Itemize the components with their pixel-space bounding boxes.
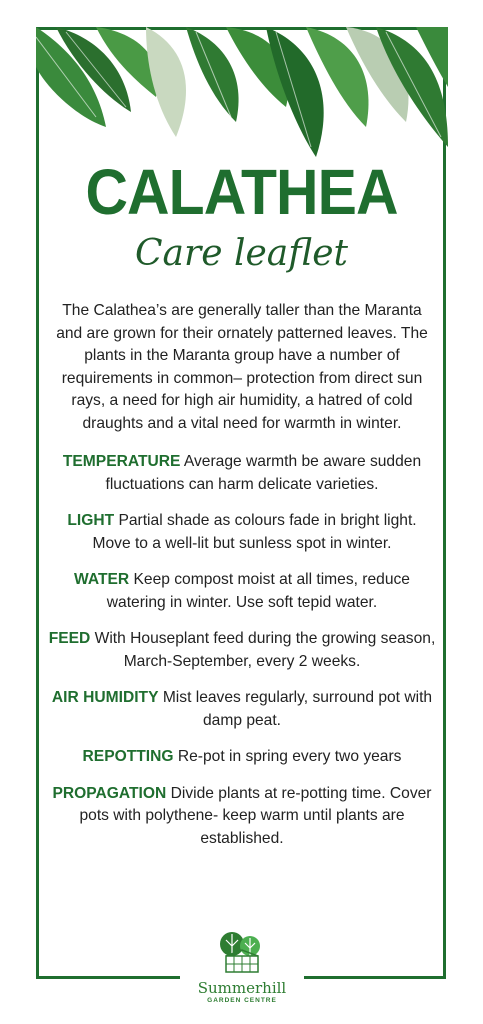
section-text: Keep compost moist at all times, reduce watering in winter. Use soft tepid water. xyxy=(106,571,410,611)
section-repotting xyxy=(48,746,436,769)
section-text: Divide plants at re-potting time. Cover pots with polythene- keep warm until plants are established. xyxy=(79,784,432,847)
section-heading: FEED xyxy=(48,630,91,647)
section-water xyxy=(48,569,436,614)
section-heading: LIGHT xyxy=(67,512,115,529)
trees-greenhouse-icon xyxy=(216,930,268,974)
care-content xyxy=(48,300,436,864)
section-text: With Houseplant feed during the growing season, March-September, every 2 weeks. xyxy=(90,630,436,670)
section-heading: REPOTTING xyxy=(82,748,174,765)
page-title: CALATHEA xyxy=(85,156,398,228)
section-propagation xyxy=(48,783,436,851)
section-heading: WATER xyxy=(74,571,130,588)
section-heading: TEMPERATURE xyxy=(62,453,181,470)
section-temperature xyxy=(48,451,436,496)
section-text: Partial shade as colours fade in bright light. Move to a well-lit but sunless spot in winter. xyxy=(92,512,417,552)
section-feed xyxy=(48,628,436,673)
section-heading: AIR HUMIDITY xyxy=(51,689,159,706)
summerhill-logo xyxy=(190,930,294,1004)
page-subtitle: Care leaflet xyxy=(134,233,349,274)
logo-tagline: GARDEN CENTRE xyxy=(207,997,277,1004)
logo-name: Summerhill xyxy=(197,979,287,997)
section-air-humidity xyxy=(48,687,436,732)
section-text: Average warmth be aware sudden fluctuations can harm delicate varieties. xyxy=(105,453,422,493)
tropical-leaves-illustration xyxy=(36,27,448,167)
section-heading: PROPAGATION xyxy=(52,784,167,802)
intro-paragraph: The Calathea’s are generally taller than the Maranta and are grown for their ornately patterned leaves. The plants in the Maranta group have a number of requirements in common– protection from direct sun rays, a need for high air humidity, a hatred of cold draughts and a vital need for warmth in winter. xyxy=(56,302,428,432)
section-text: Mist leaves regularly, surround pot with damp peat. xyxy=(158,689,433,729)
section-text: Re-pot in spring every two years xyxy=(173,748,402,765)
section-light xyxy=(48,510,436,555)
